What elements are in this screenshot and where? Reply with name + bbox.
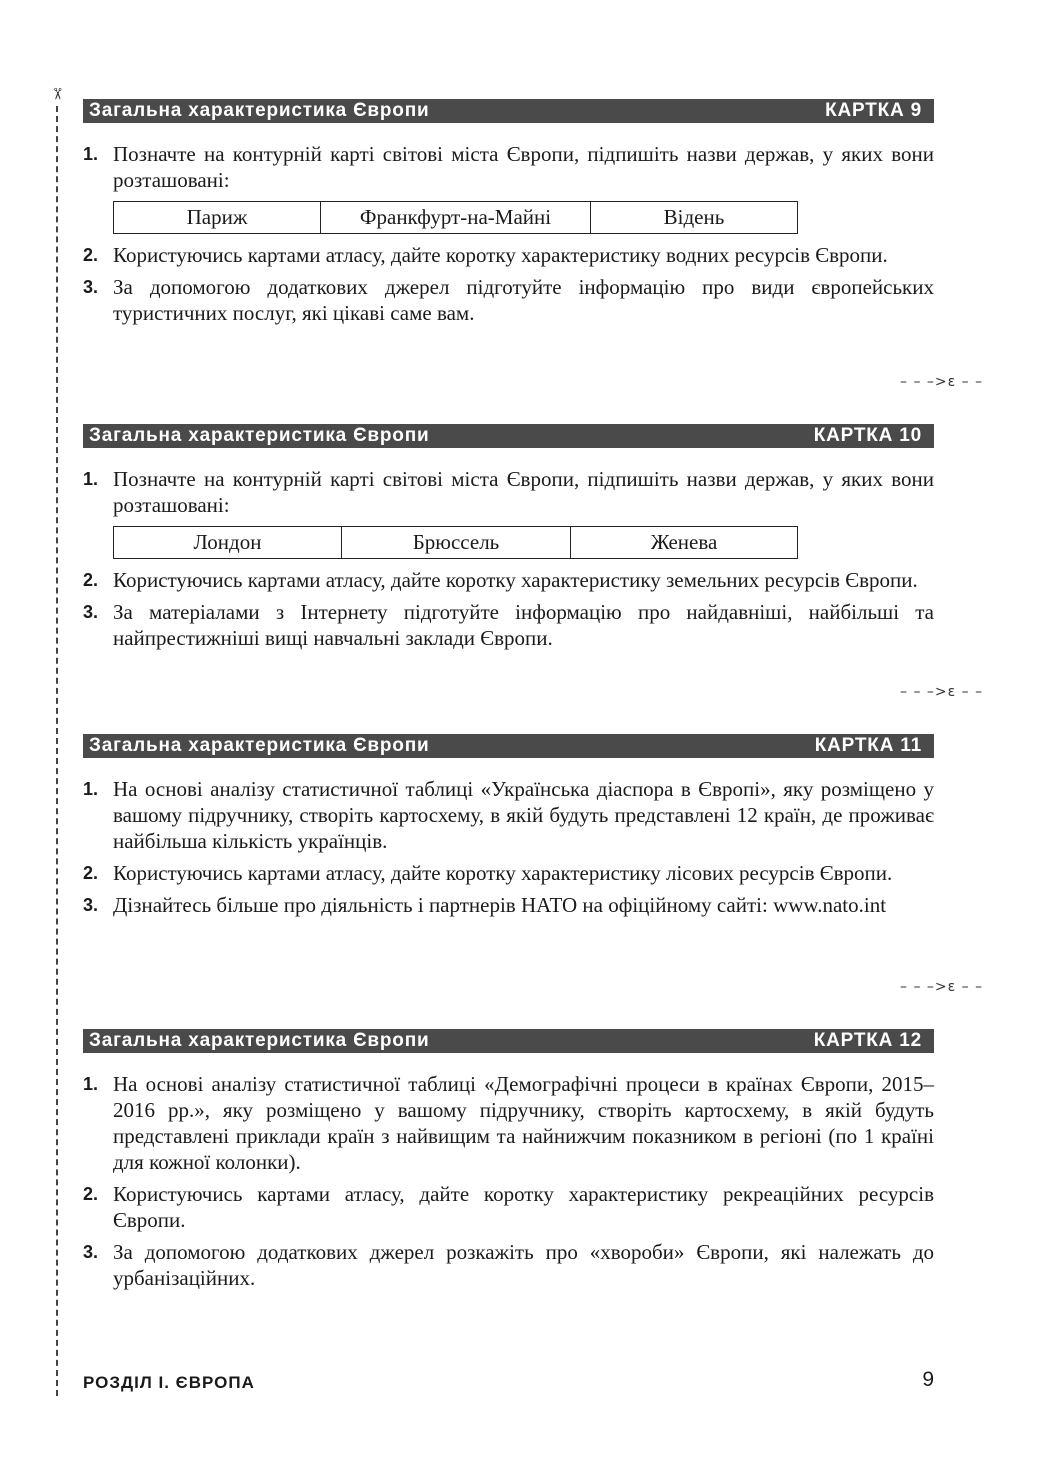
cities-table — [113, 526, 798, 559]
cut-mark: – – –>ε – – — [900, 979, 984, 995]
task-text: Користуючись картами атласу, дайте коротку характеристику лісових ресурсів Європи. — [113, 861, 893, 885]
card-header — [83, 99, 934, 123]
task-number: 1. — [83, 469, 99, 489]
card-10 — [83, 424, 934, 651]
card-number: КАРТКА 11 — [814, 735, 922, 756]
task-number: 3. — [83, 602, 99, 622]
card-title: Загальна характеристика Європи — [89, 100, 430, 121]
card-title: Загальна характеристика Європи — [89, 735, 430, 756]
task-text: Користуючись картами атласу, дайте коротку характеристику водних ресурсів Європи. — [113, 243, 888, 267]
task-text: Користуючись картами атласу, дайте коротку характеристику земельних ресурсів Європи. — [113, 568, 918, 592]
city-cell: Женева — [650, 530, 718, 554]
task-text: За допомогою додаткових джерел розкажіть про «хвороби» Європи, які належать до урбанізаційних. — [113, 1240, 934, 1290]
task-1 — [83, 141, 934, 193]
card-number: КАРТКА 12 — [813, 1030, 922, 1051]
city-cell: Франкфурт-на-Майні — [321, 202, 591, 233]
card-11 — [83, 734, 934, 918]
task-text: На основі аналізу статистичної таблиці «Демографічні процеси в країнах Європи, 2015–2016 рр.», яку розміщено у вашому підручнику, створіть картосхему, в якій будуть представлені приклади країн з найвищим та найнижчим показником в регіоні (по 1 країні для кожної колонки). — [113, 1072, 934, 1174]
task-1 — [83, 776, 934, 854]
task-2 — [83, 242, 934, 268]
task-number: 2. — [83, 570, 99, 590]
task-number: 3. — [83, 1242, 99, 1262]
task-2 — [83, 1181, 934, 1233]
task-text: Дізнайтесь більше про діяльність і партнерів НАТО на офіційному сайті: www.nato.int — [113, 893, 887, 917]
card-header — [83, 424, 934, 448]
city-cell: Відень — [663, 205, 725, 229]
task-3 — [83, 892, 934, 918]
task-text: На основі аналізу статистичної таблиці «Українська діаспора в Європі», яку розміщено у вашому підручнику, створіть картосхему, в якій будуть представлені 12 країн, де проживає найбільша кількість українців. — [113, 777, 934, 853]
scissors-icon: ✂ — [48, 87, 67, 101]
task-2 — [83, 860, 934, 886]
task-number: 1. — [83, 779, 99, 799]
card-12 — [83, 1029, 934, 1291]
card-number: КАРТКА 10 — [813, 425, 922, 446]
task-3 — [83, 274, 934, 326]
card-number: КАРТКА 9 — [825, 100, 922, 121]
city-cell: Лондон — [114, 527, 342, 558]
task-text: Користуючись картами атласу, дайте коротку характеристику рекреаційних ресурсів Європи. — [113, 1182, 934, 1232]
task-number: 3. — [83, 277, 99, 297]
task-text: За допомогою додаткових джерел підготуйте інформацію про види європейських туристичних послуг, які цікаві саме вам. — [113, 275, 934, 325]
footer-section-title: РОЗДІЛ І. ЄВРОПА — [83, 1373, 255, 1392]
cut-line — [56, 106, 58, 1396]
task-text: Позначте на контурній карті світові міста Європи, підпишіть назви держав, у яких вони розташовані: — [113, 467, 934, 517]
task-3 — [83, 599, 934, 651]
card-title: Загальна характеристика Європи — [89, 1030, 430, 1051]
task-text: За матеріалами з Інтернету підготуйте інформацію про найдавніші, найбільші та найпрестижніші вищі навчальні заклади Європи. — [113, 600, 934, 650]
page-number: 9 — [922, 1368, 934, 1391]
city-cell: Париж — [114, 202, 321, 233]
task-number: 3. — [83, 895, 99, 915]
card-title: Загальна характеристика Європи — [89, 425, 430, 446]
card-9 — [83, 99, 934, 326]
task-2 — [83, 567, 934, 593]
task-1 — [83, 466, 934, 518]
cities-table — [113, 201, 798, 234]
cut-mark: – – –>ε – – — [900, 374, 984, 390]
task-number: 2. — [83, 1184, 99, 1204]
task-number: 1. — [83, 1074, 99, 1094]
cut-mark: – – –>ε – – — [900, 684, 984, 700]
card-header — [83, 734, 934, 758]
task-1 — [83, 1071, 934, 1175]
task-text: Позначте на контурній карті світові міста Європи, підпишіть назви держав, у яких вони розташовані: — [113, 142, 934, 192]
task-number: 2. — [83, 245, 99, 265]
city-cell: Брюссель — [342, 527, 571, 558]
task-number: 1. — [83, 144, 99, 164]
card-header — [83, 1029, 934, 1053]
task-number: 2. — [83, 863, 99, 883]
task-3 — [83, 1239, 934, 1291]
